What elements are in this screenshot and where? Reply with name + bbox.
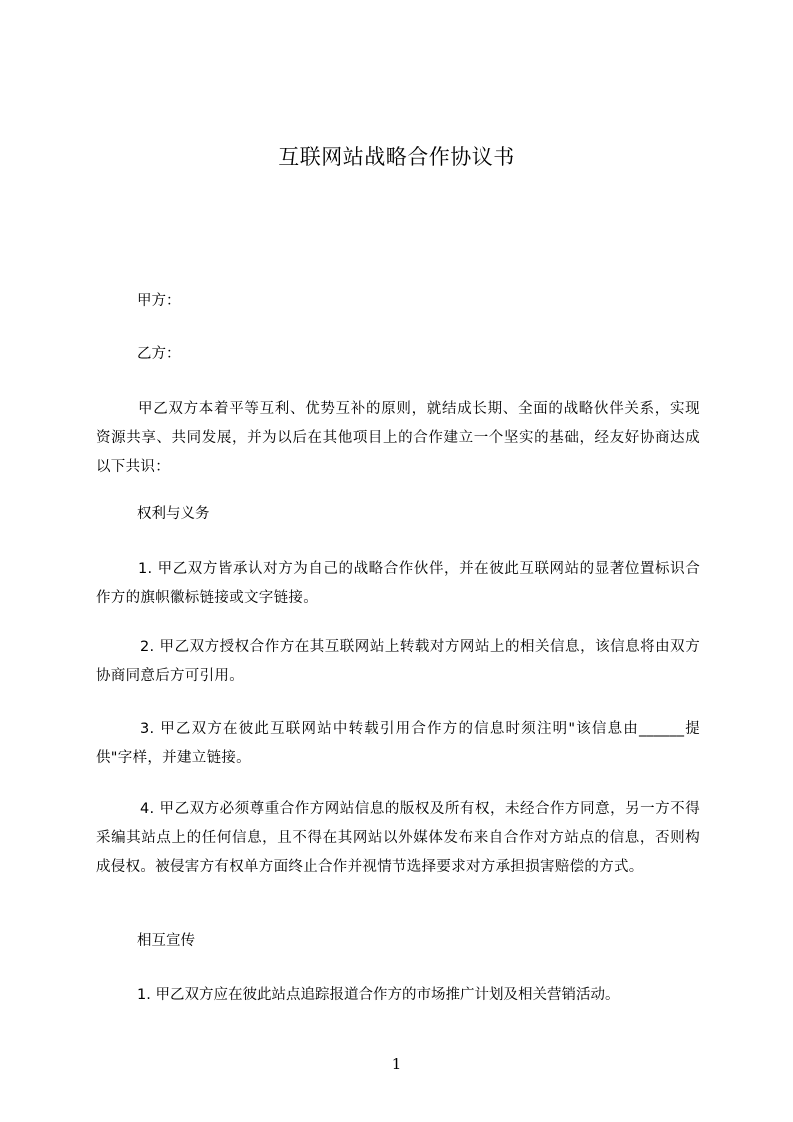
clause-2-1: 1. 甲乙双方应在彼此站点追踪报道合作方的市场推广计划及相关营销活动。 <box>137 987 620 1003</box>
clause-1-3: 3. 甲乙双方在彼此互联网站中转载引用合作方的信息时须注明"该信息由______提供"字样，并建立链接。 <box>96 721 700 766</box>
party-a-label: 甲方： <box>137 293 181 309</box>
section-heading-rights: 权利与义务 <box>137 506 210 522</box>
page-number: 1 <box>391 1055 402 1073</box>
clause-1-2: 2. 甲乙双方授权合作方在其互联网站上转载对方网站上的相关信息，该信息将由双方协商同意后方可引用。 <box>96 639 700 684</box>
document-title: 互联网站战略合作协议书 <box>278 145 515 169</box>
intro-paragraph: 甲乙双方本着平等互利、优势互补的原则，就结成长期、全面的战略伙伴关系，实现资源共享、共同发展，并为以后在其他项目上的合作建立一个坚实的基础，经友好协商达成以下共识： <box>96 401 700 475</box>
party-b-label: 乙方： <box>137 346 181 362</box>
clause-1-1: 1. 甲乙双方皆承认对方为自己的战略合作伙伴，并在彼此互联网站的显著位置标识合作方的旗帜徽标链接或文字链接。 <box>96 561 700 606</box>
clause-1-4: 4. 甲乙双方必须尊重合作方网站信息的版权及所有权，未经合作方同意，另一方不得采编其站点上的任何信息，且不得在其网站以外媒体发布来自合作对方站点的信息，否则构成侵权。被侵害方有权单方面终止合作并视情节选择要求对方承担损害赔偿的方式。 <box>96 801 700 875</box>
section-heading-promotion: 相互宣传 <box>137 933 195 949</box>
